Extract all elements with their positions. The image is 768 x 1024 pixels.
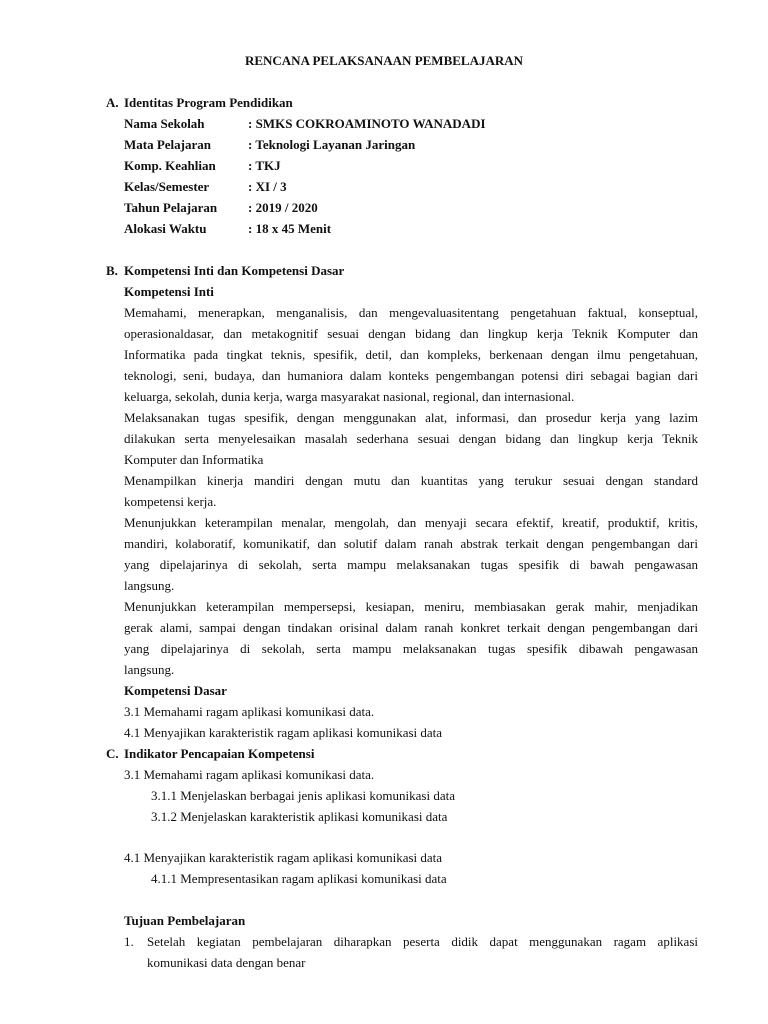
identity-label: Alokasi Waktu [124,221,207,236]
identity-value: : 2019 / 2020 [248,200,318,215]
tujuan-number: 1. [124,934,134,949]
paragraph-line: dilakukan serta menyelesaikan masalah sederhana sesuai dengan bidang dan lingkup kerja Teknik [124,431,698,446]
identity-value: : Teknologi Layanan Jaringan [248,137,416,152]
section-c-marker: C. [106,746,119,761]
section-a-heading: Identitas Program Pendidikan [124,95,293,110]
paragraph-line: yang dipelajarinya di sekolah, serta mampu melaksanakan tugas spesifik dibawah pengawasan [124,641,698,656]
document-title: RENCANA PELAKSANAAN PEMBELAJARAN [244,53,524,68]
paragraph-line: gerak alami, sampai dengan tindakan orisinal dalam ranah konkret terkait dengan pengembangan dari [124,620,698,635]
paragraph-line: Menunjukkan keterampilan menalar, mengolah, dan menyaji secara efektif, kreatif, produktif, kritis, [124,515,698,530]
paragraph-line: keluarga, sekolah, dunia kerja, warga masyarakat nasional, regional, dan internasional. [124,389,575,404]
paragraph-line: Informatika pada tingkat teknis, spesifik, detil, dan kompleks, berkenaan dengan ilmu pengetahuan, [124,347,698,362]
identity-label: Mata Pelajaran [124,137,212,152]
kd-item: 3.1 Memahami ragam aplikasi komunikasi data. [124,704,375,719]
indicator-item: 4.1 Menyajikan karakteristik ragam aplikasi komunikasi data [124,850,443,865]
paragraph-line: mandiri, kolaboratif, komunikatif, dan solutif dalam ranah abstrak terkait dengan pengembangan dari [124,536,698,551]
identity-value: : TKJ [248,158,281,173]
identity-value: : XI / 3 [248,179,287,194]
paragraph-line: operasionaldasar, dan metakognitif sesuai dengan bidang dan lingkup kerja Teknik Komputer dan [124,326,698,341]
kompetensi-dasar-heading: Kompetensi Dasar [124,683,227,698]
section-b-heading: Kompetensi Inti dan Kompetensi Dasar [124,263,345,278]
kd-item: 4.1 Menyajikan karakteristik ragam aplikasi komunikasi data [124,725,443,740]
tujuan-line: komunikasi data dengan benar [147,955,306,970]
kompetensi-inti-heading: Kompetensi Inti [124,284,214,299]
indicator-item: 3.1 Memahami ragam aplikasi komunikasi data. [124,767,375,782]
tujuan-line: Setelah kegiatan pembelajaran diharapkan peserta didik dapat menggunakan ragam aplikasi [147,934,698,949]
tujuan-heading: Tujuan Pembelajaran [124,913,246,928]
identity-label: Tahun Pelajaran [124,200,218,215]
paragraph-line: Menampilkan kinerja mandiri dengan mutu dan kuantitas yang terukur sesuai dengan standard [124,473,698,488]
paragraph-line: teknologi, seni, budaya, dan humaniora dalam konteks pengembangan potensi diri sebagai bagian dari [124,368,698,383]
paragraph-line: langsung. [124,662,175,677]
identity-label: Kelas/Semester [124,179,210,194]
indicator-subitem: 3.1.2 Menjelaskan karakteristik aplikasi komunikasi data [151,809,448,824]
paragraph-line: yang dipelajarinya di sekolah, serta mampu melaksanakan tugas spesifik di bawah pengawasan [124,557,698,572]
identity-value: : 18 x 45 Menit [248,221,332,236]
indicator-subitem: 4.1.1 Mempresentasikan ragam aplikasi komunikasi data [151,871,447,886]
section-c-heading: Indikator Pencapaian Kompetensi [124,746,315,761]
paragraph-line: Komputer dan Informatika [124,452,264,467]
section-a-marker: A. [106,95,119,110]
paragraph-line: langsung. [124,578,175,593]
paragraph-line: Melaksanakan tugas spesifik, dengan menggunakan alat, informasi, dan prosedur kerja yang lazim [124,410,698,425]
paragraph-line: kompetensi kerja. [124,494,217,509]
indicator-subitem: 3.1.1 Menjelaskan berbagai jenis aplikasi komunikasi data [151,788,455,803]
identity-value: : SMKS COKROAMINOTO WANADADI [248,116,486,131]
paragraph-line: Memahami, menerapkan, menganalisis, dan mengevaluasitentang pengetahuan faktual, konseptual, [124,305,698,320]
section-b-marker: B. [106,263,118,278]
paragraph-line: Menunjukkan keterampilan mempersepsi, kesiapan, meniru, membiasakan gerak mahir, menjadikan [124,599,698,614]
identity-label: Nama Sekolah [124,116,205,131]
identity-label: Komp. Keahlian [124,158,216,173]
